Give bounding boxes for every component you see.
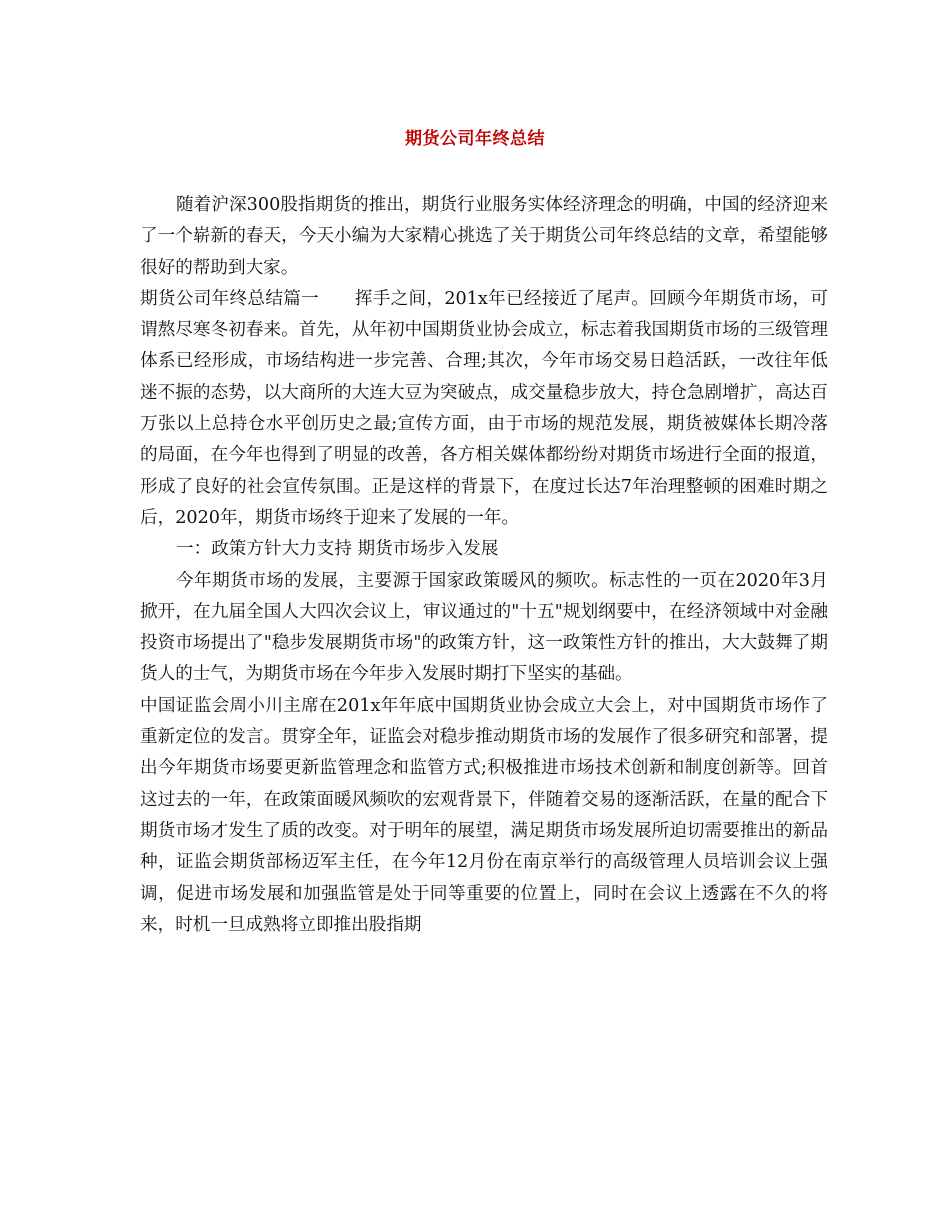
document-body [140, 190, 828, 941]
document-title: 期货公司年终总结 [405, 129, 545, 149]
paragraph-intro: 随着沪深300股指期货的推出，期货行业服务实体经济理念的明确，中国的经济迎来了一个崭新的春天，今天小编为大家精心挑选了关于期货公司年终总结的文章，希望能够很好的帮助到大家。 [140, 195, 828, 278]
section-heading-policy: 一：政策方针大力支持 期货市场步入发展 [176, 539, 499, 560]
paragraph-summary-part-one: 期货公司年终总结篇一 挥手之间，201x年已经接近了尾声。回顾今年期货市场，可谓熬尽寒冬初春来。首先，从年初中国期货业协会成立，标志着我国期货市场的三级管理体系已经形成，市场结构进一步完善、合理;其次，今年市场交易日趋活跃，一改往年低迷不振的态势，以大商所的大连大豆为突破点，成交量稳步放大，持仓急剧增扩，高达百万张以上总持仓水平创历史之最;宣传方面，由于市场的规范发展，期货被媒体长期冷落的局面，在今年也得到了明显的改善，各方相关媒体都纷纷对期货市场进行全面的报道，形成了良好的社会宣传氛围。正是这样的背景下，在度过长达7年治理整顿的困难时期之后，2020年，期货市场终于迎来了发展的一年。 [140, 288, 828, 528]
paragraph-policy-development: 今年期货市场的发展，主要源于国家政策暖风的频吹。标志性的一页在2020年3月掀开，在九届全国人大四次会议上，审议通过的"十五"规划纲要中，在经济领域中对金融投资市场提出了"稳步发展期货市场"的政策方针，这一政策性方针的推出，大大鼓舞了期货人的士气，为期货市场在今年步入发展时期打下坚实的基础。 [140, 570, 828, 685]
paragraph-regulatory-outlook: 中国证监会周小川主席在201x年年底中国期货业协会成立大会上，对中国期货市场作了重新定位的发言。贯穿全年，证监会对稳步推动期货市场的发展作了很多研究和部署，提出今年期货市场要更新监管理念和监管方式;积极推进市场技术创新和制度创新等。回首这过去的一年，在政策面暖风频吹的宏观背景下，伴随着交易的逐渐活跃，在量的配合下期货市场才发生了质的改变。对于明年的展望，满足期货市场发展所迫切需要推出的新品种，证监会期货部杨迈军主任，在今年12月份在南京举行的高级管理人员培训会议上强调，促进市场发展和加强监管是处于同等重要的位置上，同时在会议上透露在不久的将来，时机一旦成熟将立即推出股指期 [140, 695, 828, 935]
